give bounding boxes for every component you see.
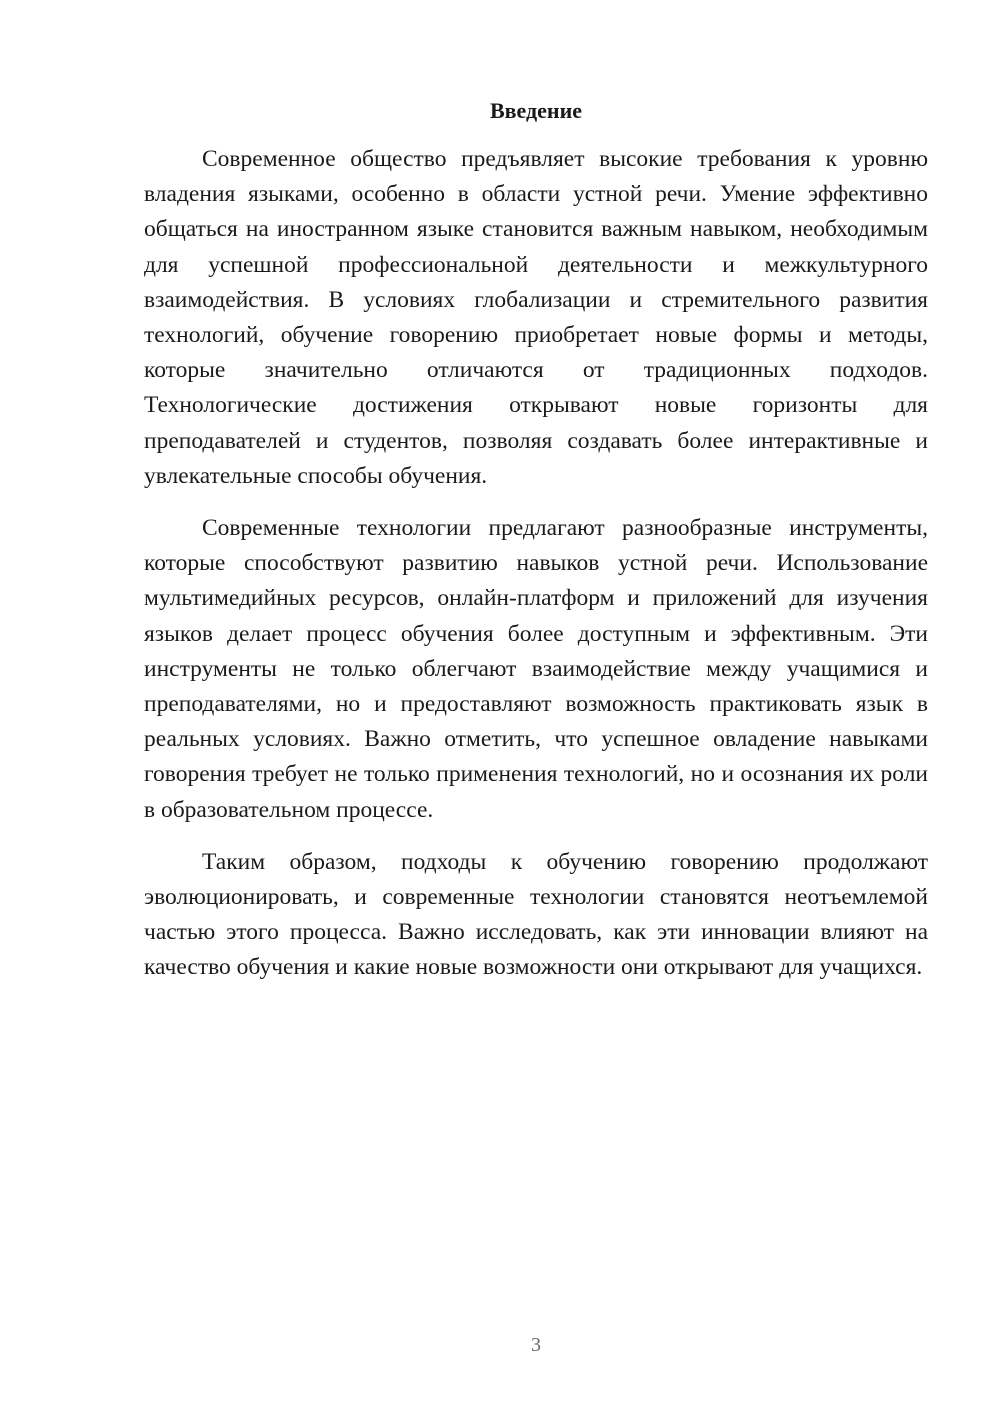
document-body [144,142,928,1003]
page-number: 3 [531,1334,541,1356]
section-title: Введение [489,98,583,123]
paragraph-1: Современное общество предъявляет высокие требования к уровню владения языками, особенно в области устной речи. Умение эффективно общаться на иностранном языке становится важным навыком, необходимым для успешной профессиональной деятельности и межкультурного взаимодействия. В условиях глобализации и стремительного развития технологий, обучение говорению приобретает новые формы и методы, которые значительно отличаются от традиционных подходов. Технологические достижения открывают новые горизонты для преподавателей и студентов, позволяя создавать более интерактивные и увлекательные способы обучения. [144,146,928,489]
paragraph-2: Современные технологии предлагают разнообразные инструменты, которые способствуют развитию навыков устной речи. Использование мультимедийных ресурсов, онлайн-платформ и приложений для изучения языков делает процесс обучения более доступным и эффективным. Эти инструменты не только облегчают взаимодействие между учащимися и преподавателями, но и предоставляют возможность практиковать язык в реальных условиях. Важно отметить, что успешное овладение навыками говорения требует не только применения технологий, но и осознания их роли в образовательном процессе. [144,515,928,823]
paragraph-3: Таким образом, подходы к обучению говорению продолжают эволюционировать, и современные технологии становятся неотъемлемой частью этого процесса. Важно исследовать, как эти инновации влияют на качество обучения и какие новые возможности они открывают для учащихся. [144,848,928,981]
